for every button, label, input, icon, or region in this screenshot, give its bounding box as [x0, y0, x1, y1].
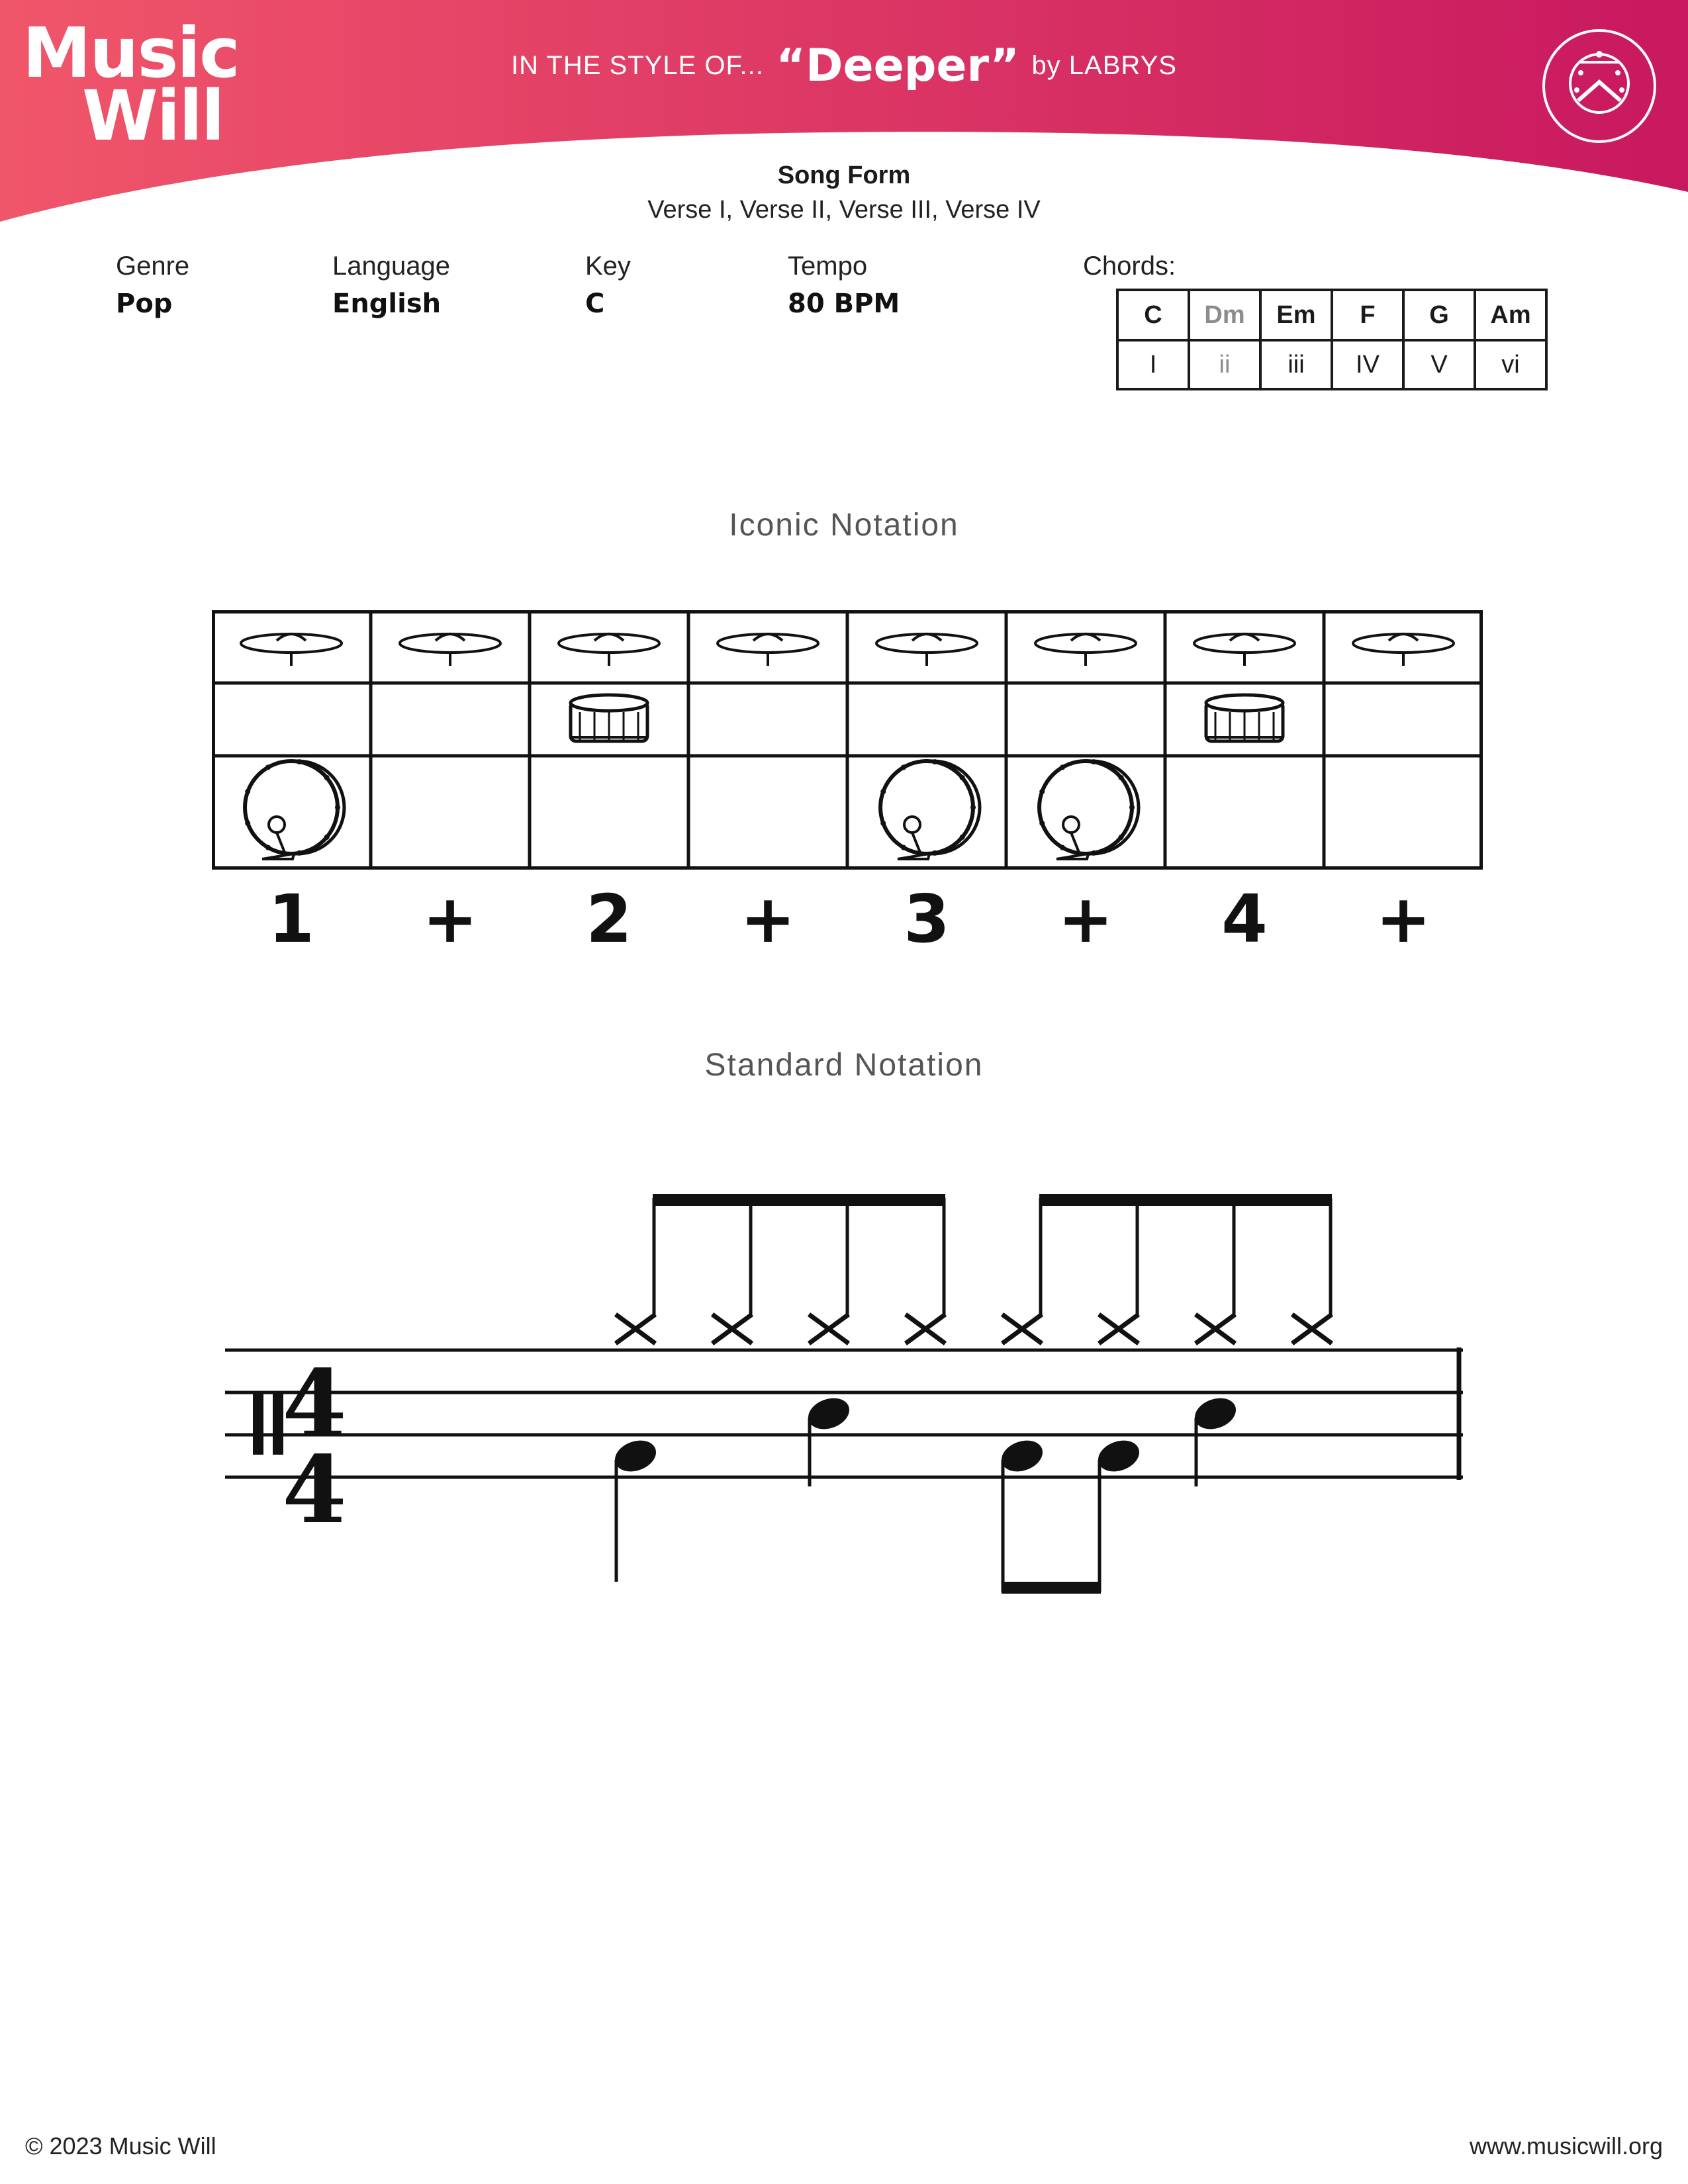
chord-numeral: vi	[1475, 340, 1546, 389]
song-form-value: Verse I, Verse II, Verse III, Verse IV	[647, 196, 1041, 224]
hihat-cymbal-icon	[241, 634, 342, 666]
beat-count-row	[212, 880, 1483, 960]
hihat-cymbal-icon	[1353, 634, 1454, 666]
time-signature	[282, 1350, 346, 1545]
kick-note	[1094, 1435, 1143, 1477]
genre-label: Genre	[116, 251, 190, 281]
hihat-cymbal-icon	[400, 634, 500, 666]
chord-name: C	[1117, 290, 1189, 340]
chord-numeral: V	[1403, 340, 1475, 389]
hihat-cymbal-icon	[718, 634, 818, 666]
drum-kit-icon	[1540, 26, 1659, 146]
beat-label: +	[1376, 880, 1431, 958]
snare-drum-icon	[1206, 695, 1283, 741]
iconic-notation-grid	[212, 610, 1483, 870]
language-label: Language	[332, 251, 450, 281]
kick-beam	[1002, 1582, 1101, 1594]
footer-url[interactable]: www.musicwill.org	[1469, 2132, 1663, 2160]
beat-label: 2	[586, 880, 632, 958]
grid-lines	[212, 610, 1483, 870]
beat-label: +	[1058, 880, 1113, 958]
time-signature-bottom: 4	[282, 1436, 347, 1545]
genre-value: Pop	[116, 289, 173, 319]
chords-label: Chords:	[1083, 251, 1176, 281]
key-value: C	[585, 289, 605, 319]
percussion-clef	[253, 1392, 283, 1455]
header-title	[0, 40, 1688, 92]
chord-numerals-row	[1117, 340, 1546, 389]
chord-name: G	[1403, 290, 1475, 340]
kick-note	[997, 1435, 1047, 1477]
chord-name: Em	[1260, 290, 1332, 340]
snare-note	[1190, 1392, 1240, 1434]
standard-notation-title: Standard Notation	[704, 1048, 984, 1083]
hihat-cymbal-icon	[1035, 634, 1136, 666]
time-signature-top: 4	[282, 1350, 347, 1459]
beat-label: 1	[268, 880, 314, 958]
chord-numeral: ii	[1189, 340, 1260, 389]
bass-drum-icon	[1039, 759, 1139, 859]
tempo-value: 80 BPM	[788, 289, 900, 319]
beat-label: +	[740, 880, 796, 958]
song-artist: by LABRYS	[1031, 51, 1177, 80]
chord-name: Am	[1475, 290, 1546, 340]
hihat-beam	[653, 1194, 945, 1206]
logo-line-2: Will	[82, 75, 224, 156]
logo-line-1: Music	[23, 13, 239, 93]
hihat-beam	[1039, 1194, 1332, 1206]
song-form-label: Song Form	[777, 161, 911, 189]
song-title: “Deeper”	[776, 40, 1019, 92]
footer-copyright: © 2023 Music Will	[25, 2132, 216, 2160]
chord-name: F	[1332, 290, 1403, 340]
chord-names-row	[1117, 290, 1546, 340]
beat-label: +	[422, 880, 478, 958]
key-label: Key	[585, 251, 631, 281]
kick-note	[610, 1435, 660, 1477]
header-prefix: IN THE STYLE OF...	[511, 51, 764, 80]
snare-note	[804, 1392, 853, 1434]
hihat-cymbal-icon	[1194, 634, 1295, 666]
hihat-cymbal-icon	[876, 634, 977, 666]
bass-drum-icon	[880, 759, 980, 859]
drum-staff	[218, 1178, 1470, 1641]
bass-drum-icon	[245, 759, 344, 859]
beat-label: 3	[904, 880, 950, 958]
chord-numeral: I	[1117, 340, 1189, 389]
chord-table	[1116, 289, 1548, 390]
chord-numeral: iii	[1260, 340, 1332, 389]
chord-name: Dm	[1189, 290, 1260, 340]
language-value: English	[332, 289, 442, 319]
iconic-notation-title: Iconic Notation	[729, 508, 959, 543]
tempo-label: Tempo	[788, 251, 868, 281]
hihat-cymbal-icon	[559, 634, 659, 666]
chord-numeral: IV	[1332, 340, 1403, 389]
beat-label: 4	[1221, 880, 1268, 958]
header-banner	[0, 0, 1688, 225]
snare-drum-icon	[571, 695, 647, 741]
